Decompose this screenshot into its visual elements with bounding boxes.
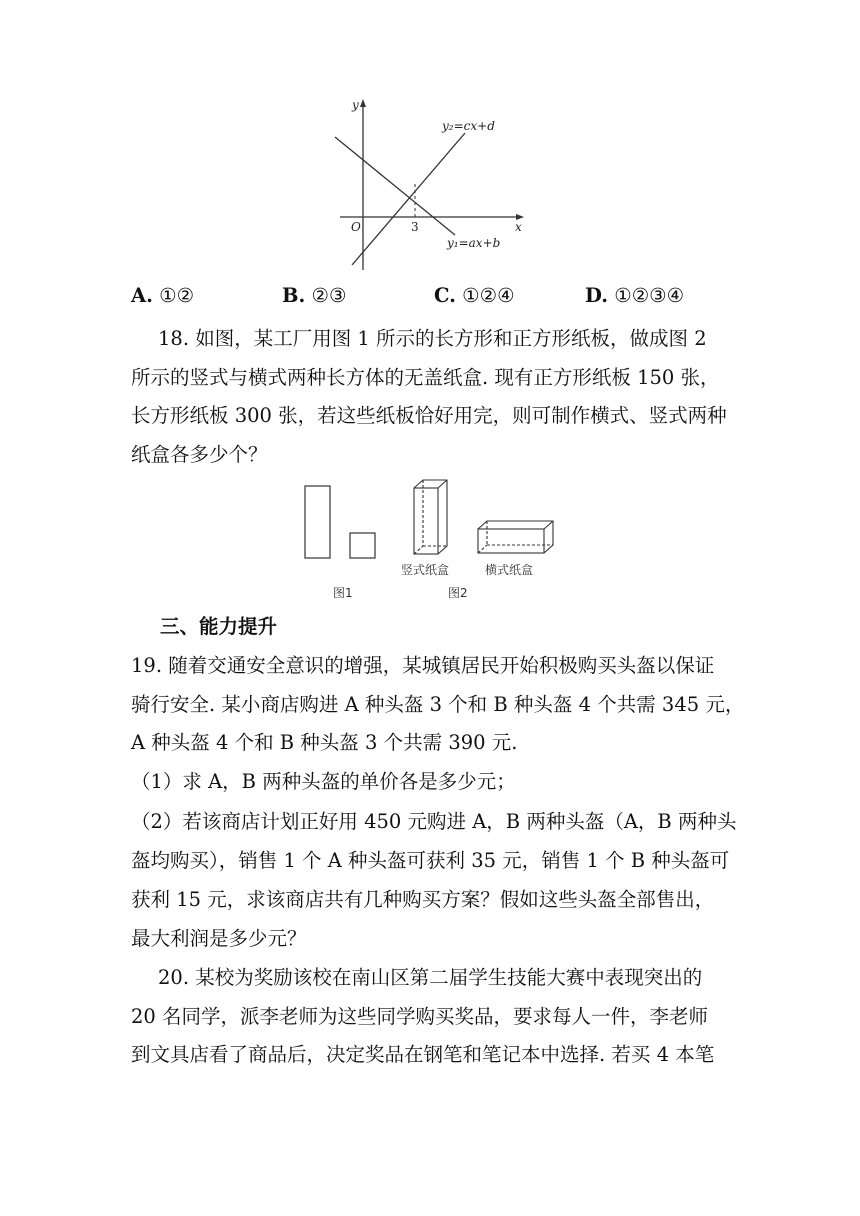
q19-line-1: 19. 随着交通安全意识的增强，某城镇居民开始积极购买头盔以保证: [131, 654, 715, 677]
horizontal-box: [478, 521, 553, 553]
q18-line-1: 18. 如图，某工厂用图 1 所示的长方形和正方形纸板，做成图 2: [158, 327, 707, 350]
option-letter: B.: [282, 284, 306, 307]
q19-line-6: 盔均购买），销售 1 个 A 种头盔可获利 35 元，销售 1 个 B 种头盔可: [131, 849, 730, 872]
fig1-caption: 图1: [333, 586, 353, 600]
q19-line-7: 获利 15 元，求该商店共有几种购买方案？假如这些头盔全部售出，: [131, 888, 715, 911]
y-axis-label: y: [352, 98, 359, 112]
square-board: [350, 533, 375, 558]
option-text: ①②③④: [614, 284, 685, 307]
rectangle-board: [305, 486, 330, 558]
q19-line-3: A 种头盔 4 个和 B 种头盔 3 个共需 390 元.: [131, 731, 518, 754]
option-a: [131, 286, 194, 306]
option-letter: C.: [434, 284, 456, 307]
q20-line-1: 20. 某校为奖励该校在南山区第二届学生技能大赛中表现突出的: [158, 966, 703, 989]
option-c: [434, 286, 515, 306]
option-d: [585, 286, 684, 306]
option-b: [282, 286, 346, 306]
q19-line-8: 最大利润是多少元？: [131, 927, 307, 950]
q18-line-3: 长方形纸板 300 张，若这些纸板恰好用完，则可制作横式、竖式两种: [131, 404, 727, 427]
q18-line-4: 纸盒各多少个？: [131, 443, 268, 466]
y-axis-arrow: [360, 99, 366, 107]
q19-line-2: 骑行安全. 某小商店购进 A 种头盔 3 个和 B 种头盔 4 个共需 345 元，: [131, 693, 745, 716]
fig2-caption: 图2: [448, 586, 468, 600]
section-heading: 三、能力提升: [160, 615, 278, 638]
horizontal-box-label: 横式纸盒: [485, 563, 534, 577]
q20-line-3: 到文具店看了商品后，决定奖品在钢笔和笔记本中选择. 若买 4 本笔: [131, 1043, 715, 1066]
line-y2-label: y₂=cx+d: [442, 119, 495, 133]
option-text: ①②: [159, 284, 195, 307]
q20-line-2: 20 名同学，派李老师为这些同学购买奖品，要求每人一件，李老师: [131, 1005, 709, 1028]
option-letter: A.: [131, 284, 153, 307]
vertical-box-label: 竖式纸盒: [401, 563, 450, 577]
linear-functions-graph: [330, 95, 540, 275]
x-axis-label: x: [515, 220, 522, 234]
q18-line-2: 所示的竖式与横式两种长方体的无盖纸盒. 现有正方形纸板 150 张，: [131, 366, 720, 389]
option-text: ②③: [311, 284, 347, 307]
option-text: ①②④: [462, 284, 515, 307]
origin-label: O: [351, 220, 361, 234]
q19-line-4: （1）求 A，B 两种头盔的单价各是多少元；: [131, 770, 516, 793]
tick-label-3: 3: [411, 220, 419, 234]
line-y1-label: y₁=ax+b: [447, 236, 501, 250]
paper-box-figure: [295, 476, 565, 604]
option-letter: D.: [585, 284, 609, 307]
q19-line-5: （2）若该商店计划正好用 450 元购进 A，B 两种头盔（A，B 两种头: [131, 810, 737, 833]
vertical-box: [414, 480, 447, 554]
